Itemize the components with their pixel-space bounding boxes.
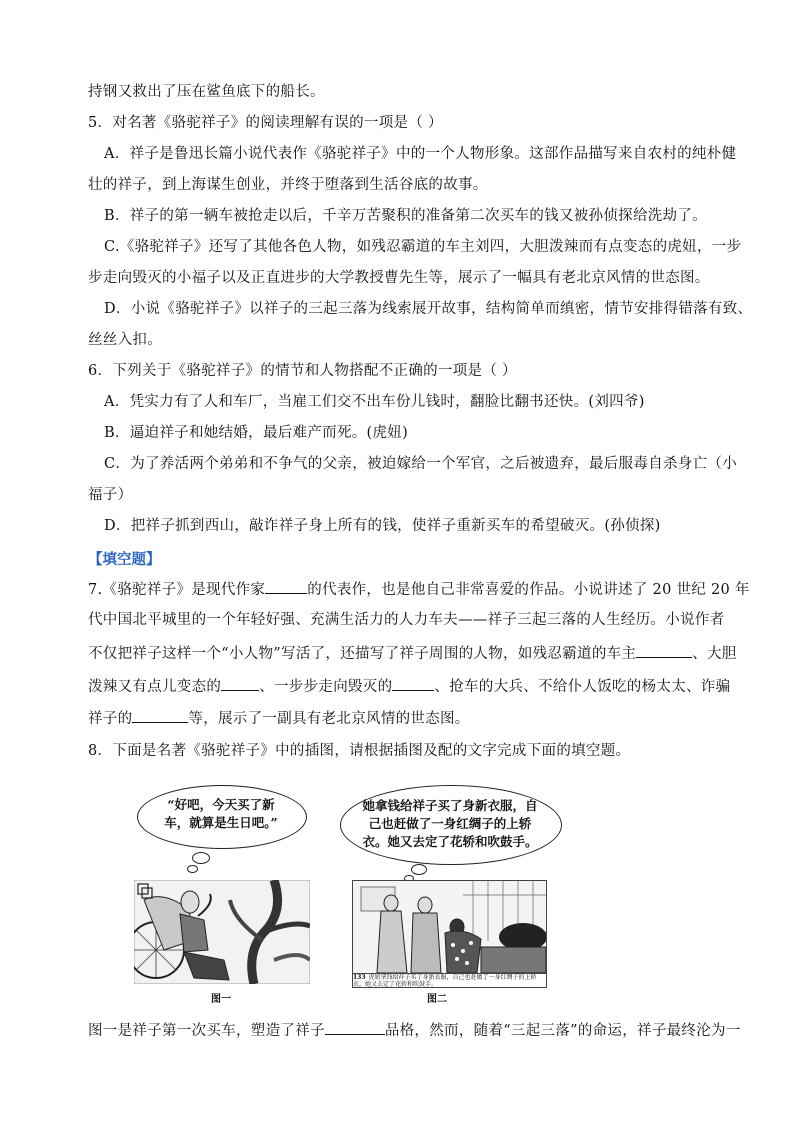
text-segment: 、一步步走向毁灭的	[259, 679, 393, 695]
question-6: 6．下列关于《骆驼祥子》的情节和人物搭配不正确的一项是（ ）	[88, 363, 517, 379]
answer-blank[interactable]	[636, 643, 692, 658]
text-segment: 7.《骆驼祥子》是现代作家	[88, 582, 266, 598]
bubble-line: 车，就算是生日吧。”	[164, 815, 278, 830]
panel-drawing	[353, 881, 546, 973]
last-line	[88, 1020, 741, 1041]
option-a: A．凭实力有了人和车厂，当雇工们交不出车份儿钱时，翻脸比翻书还快。(刘四爷)	[104, 394, 645, 410]
illustration-xiangzi-rickshaw	[134, 880, 310, 984]
option-b: B．祥子的第一辆车被抢走以后，千辛万苦聚积的准备第二次买车的钱又被孙侦探给洗劫了。	[104, 208, 707, 224]
answer-blank[interactable]	[325, 1020, 385, 1035]
bubble-line: “好吧，今天买了新	[167, 797, 275, 812]
question-7-line3	[88, 643, 737, 664]
option-d-cont: 丝丝入扣。	[88, 332, 162, 348]
text-segment: 祥子的	[88, 711, 133, 727]
text-line: 持钢又救出了压在鲨鱼底下的船长。	[88, 84, 325, 100]
option-c-cont: 福子）	[88, 487, 133, 503]
thought-dot	[187, 865, 198, 873]
thought-dot	[192, 852, 210, 864]
option-c: C.《骆驼祥子》还写了其他各色人物，如残忍霸道的车主刘四，大胆泼辣而有点变态的虎妞，一步	[104, 239, 742, 255]
option-d: D．小说《骆驼祥子》以祥子的三起三落为线索展开故事，结构简单而缜密，情节安排得错落有致、	[104, 301, 753, 317]
panel-number: 133	[353, 974, 366, 981]
text-segment: 图一是祥子第一次买车，塑造了祥子	[88, 1023, 325, 1039]
text-segment: 泼辣又有点儿变态的	[88, 679, 222, 695]
option-d: D．把祥子抓到西山，敲诈祥子身上所有的钱，使祥子重新买车的希望破灭。(孙侦探)	[104, 518, 661, 534]
bubble-line: 她拿钱给祥子买了身新衣服，自	[362, 798, 538, 813]
answer-blank[interactable]	[221, 676, 259, 691]
answer-blank[interactable]	[132, 708, 188, 723]
option-a-cont: 壮的祥子，到上海谋生创业，并终于堕落到生活谷底的故事。	[88, 177, 488, 193]
bubble-1-text	[142, 796, 300, 832]
text-segment: 、大胆	[692, 646, 737, 662]
figure-caption: 图一	[211, 994, 231, 1005]
answer-blank[interactable]	[265, 579, 307, 594]
text-segment: 不仅把祥子这样一个“小人物”写活了，还描写了祥子周围的人物，如残忍霸道的车主	[88, 646, 637, 662]
text-segment: 的代表作，也是他自己非常喜爱的作品。小说讲述了 20 世纪 20 年	[307, 582, 750, 598]
question-7-line4	[88, 676, 730, 697]
option-a: A．祥子是鲁迅长篇小说代表作《骆驼祥子》中的一个人物形象。这部作品描写来自农村的纯朴健	[104, 146, 737, 162]
question-7-line1	[88, 579, 750, 600]
option-b: B．逼迫祥子和她结婚，最后难产而死。(虎妞)	[104, 425, 409, 441]
question-7-line5	[88, 708, 470, 729]
panel-caption	[353, 973, 546, 988]
figure-caption: 图二	[427, 994, 447, 1005]
text-segment: 、抢车的大兵、不给仆人饭吃的杨太太、诈骗	[434, 679, 731, 695]
section-heading: 【填空题】	[88, 551, 161, 568]
bubble-line: 衣。她又去定了花轿和吹鼓手。	[362, 834, 538, 849]
bubble-line: 己也赶做了一身红绸子的上轿	[368, 816, 532, 831]
text-segment: 等，展示了一副具有老北京风情的世态图。	[188, 711, 470, 727]
question-5: 5．对名著《骆驼祥子》的阅读理解有误的一项是（ ）	[88, 115, 443, 131]
bubble-2-text	[346, 797, 554, 851]
answer-blank[interactable]	[392, 676, 434, 691]
option-c-cont: 步走向毁灭的小福子以及正直进步的大学教授曹先生等，展示了一幅具有老北京风情的世态图。	[88, 270, 710, 286]
question-8: 8．下面是名著《骆驼祥子》中的插图，请根据插图及配的文字完成下面的填空题。	[88, 743, 631, 759]
text-segment: 品格，然而，随着“三起三落”的命运，祥子最终沦为一	[384, 1023, 741, 1039]
illustration-hunniu-shopping	[352, 880, 547, 988]
option-c: C．为了养活两个弟弟和不争气的父亲，被迫嫁给一个军官，之后被遗弃，最后服毒自杀身亡（小	[104, 456, 737, 472]
question-7-line2: 代中国北平城里的一个年轻好强、充满生活力的人力车夫——祥子三起三落的人生经历。小说作者	[88, 612, 725, 628]
panel-text: 虎妞拿钱给祥子买了身新衣服，自己也赶做了一身红绸子的上轿衣。她又去定了花轿和吹鼓手。	[353, 974, 537, 988]
thought-dot	[411, 864, 427, 875]
